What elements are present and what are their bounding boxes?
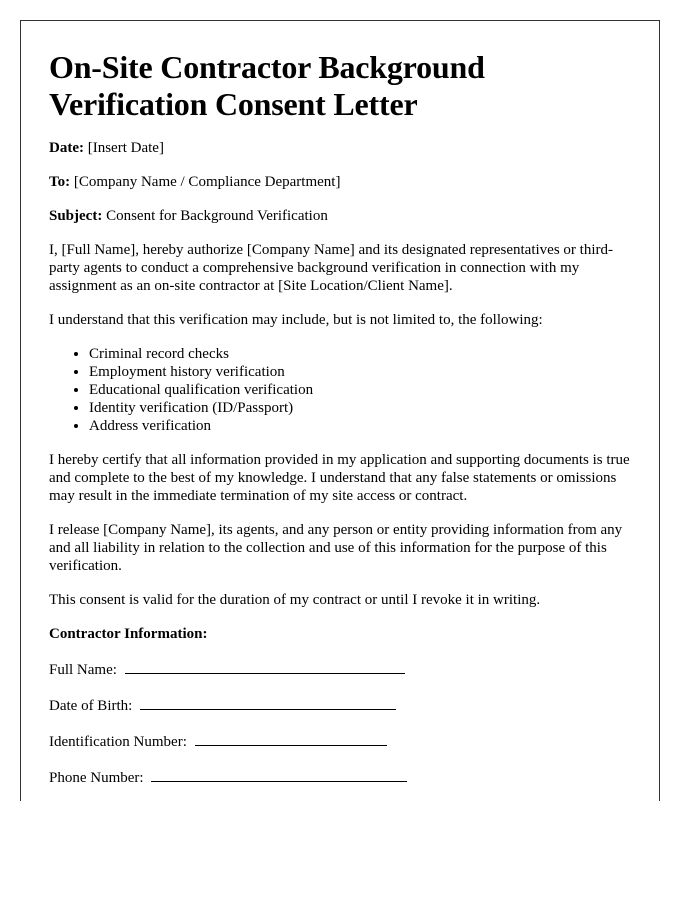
- list-item: • Address verification: [89, 417, 631, 435]
- letter-page: [20, 20, 660, 801]
- verification-checks-list: [49, 345, 631, 435]
- identification-number-field: [49, 731, 631, 751]
- to-label: To:: [49, 174, 71, 190]
- contractor-info-heading: [49, 625, 631, 643]
- validity-paragraph: This consent is valid for the duration of my contract or until I revoke it in writing.: [49, 592, 541, 608]
- identification-number-label: Identification Number:: [49, 734, 187, 750]
- certification-paragraph: I hereby certify that all information provided in my application and supporting documents is true and complete to the best of my knowledge. I understand that any false statements or omissions may result in the immediate termination of my site access or contract.: [49, 452, 630, 504]
- list-item: • Educational qualification verification: [89, 381, 631, 399]
- full-name-label: Full Name:: [49, 662, 117, 678]
- subject-line: [49, 207, 631, 225]
- subject-value: Consent for Background Verification: [106, 208, 328, 224]
- identification-number-blank[interactable]: [195, 731, 387, 746]
- full-name-blank[interactable]: [125, 659, 405, 674]
- contractor-info-heading-text: Contractor Information:: [49, 626, 208, 642]
- date-line: [49, 139, 631, 157]
- subject-label: Subject:: [49, 208, 103, 224]
- phone-number-field: [49, 767, 631, 787]
- list-item: • Employment history verification: [89, 363, 631, 381]
- authorization-paragraph: I, [Full Name], hereby authorize [Company Name] and its designated representatives or third-party agents to conduct a comprehensive background verification in connection with my assignment as an on-site contractor at [Site Location/Client Name].: [49, 242, 613, 294]
- date-label: Date:: [49, 140, 84, 156]
- list-item: • Criminal record checks: [89, 345, 631, 363]
- to-line: [49, 173, 631, 191]
- phone-number-blank[interactable]: [151, 767, 407, 782]
- full-name-field: [49, 659, 631, 679]
- to-value: [Company Name / Compliance Department]: [73, 174, 341, 190]
- date-of-birth-label: Date of Birth:: [49, 698, 133, 714]
- release-paragraph: I release [Company Name], its agents, and any person or entity providing information from any and all liability in relation to the collection and use of this information for the purpose of this verification.: [49, 522, 623, 574]
- list-item: • Identity verification (ID/Passport): [89, 399, 631, 417]
- date-value: [Insert Date]: [87, 140, 164, 156]
- page-title: On-Site Contractor Background Verification Consent Letter: [49, 49, 485, 122]
- date-of-birth-blank[interactable]: [140, 695, 396, 710]
- phone-number-label: Phone Number:: [49, 770, 144, 786]
- date-of-birth-field: [49, 695, 631, 715]
- scope-intro-paragraph: I understand that this verification may include, but is not limited to, the following:: [49, 312, 543, 328]
